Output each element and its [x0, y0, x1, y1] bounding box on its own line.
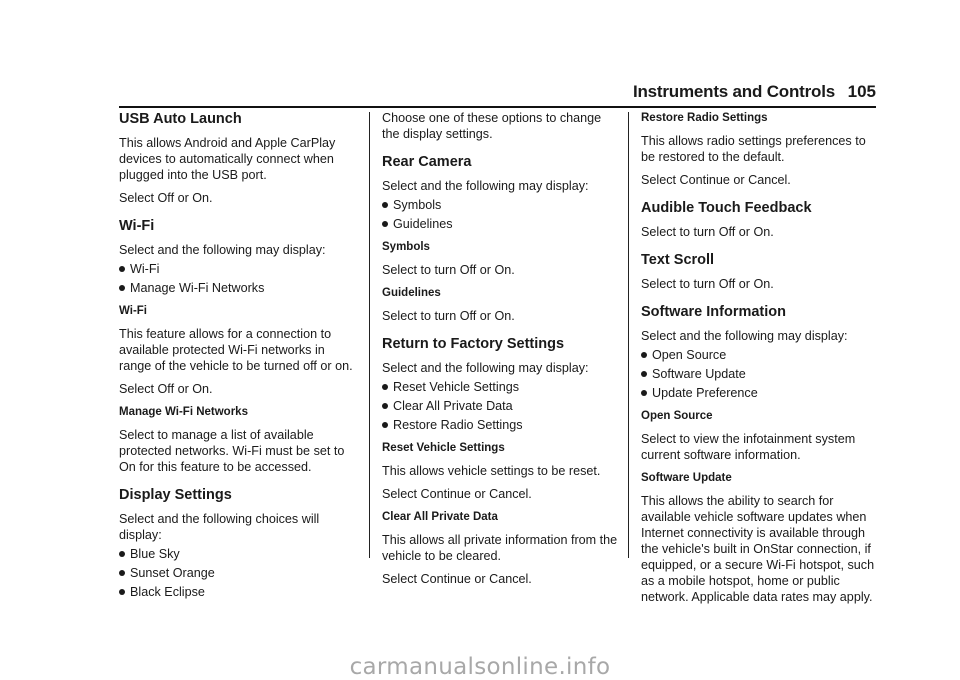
display-options-list	[119, 546, 357, 600]
list-item: Update Preference	[641, 385, 879, 401]
guidelines-select: Select to turn Off or On.	[382, 309, 515, 323]
column-1	[119, 110, 357, 600]
open-source-subheading: Open Source	[641, 410, 713, 422]
wifi-options-list	[119, 261, 357, 296]
column-2	[382, 110, 620, 587]
manage-wifi-description: Select to manage a list of available protected networks. Wi-Fi must be set to On for this feature to be accessed.	[119, 428, 345, 474]
restore-radio-description: This allows radio settings preferences to be restored to the default.	[641, 134, 866, 164]
wifi-description: This feature allows for a connection to available protected Wi-Fi networks in range of the vehicle to be turned off or on.	[119, 327, 353, 373]
open-source-description: Select to view the infotainment system current software information.	[641, 432, 856, 462]
list-item: Sunset Orange	[119, 565, 357, 581]
wifi-subheading: Wi-Fi	[119, 305, 147, 317]
list-item: Restore Radio Settings	[382, 417, 620, 433]
display-intro: Select and the following choices will display:	[119, 512, 320, 542]
watermark: carmanualsonline.info	[349, 654, 611, 680]
wifi-select: Select Off or On.	[119, 382, 213, 396]
audible-touch-heading: Audible Touch Feedback	[641, 200, 812, 216]
column-divider-2	[628, 112, 629, 558]
usb-select: Select Off or On.	[119, 191, 213, 205]
list-item: Wi-Fi	[119, 261, 357, 277]
software-options-list	[641, 347, 879, 401]
software-update-description: This allows the ability to search for available vehicle software updates when Internet connectivity is available through the vehicle's built in OnStar connection, if equipped, or a secure Wi-Fi hotspot, such as a mobile hotspot, home or public network. Applicable data rates may apply.	[641, 494, 875, 604]
symbols-subheading: Symbols	[382, 241, 430, 253]
restore-radio-select: Select Continue or Cancel.	[641, 173, 791, 187]
factory-options-list	[382, 379, 620, 433]
text-scroll-select: Select to turn Off or On.	[641, 277, 774, 291]
usb-auto-launch-heading: USB Auto Launch	[119, 111, 242, 127]
column-divider-1	[369, 112, 370, 558]
column-3	[641, 110, 879, 605]
reset-vehicle-description: This allows vehicle settings to be reset.	[382, 464, 601, 478]
clear-data-select: Select Continue or Cancel.	[382, 572, 532, 586]
page-header	[0, 82, 960, 106]
software-info-heading: Software Information	[641, 304, 787, 320]
list-item: Black Eclipse	[119, 584, 357, 600]
list-item: Software Update	[641, 366, 879, 382]
audible-touch-select: Select to turn Off or On.	[641, 225, 774, 239]
text-scroll-heading: Text Scroll	[641, 252, 715, 268]
wifi-intro: Select and the following may display:	[119, 243, 326, 257]
wifi-heading: Wi-Fi	[119, 218, 155, 234]
rear-camera-intro: Select and the following may display:	[382, 179, 589, 193]
section-title: Instruments and Controls	[632, 82, 835, 101]
factory-settings-heading: Return to Factory Settings	[382, 336, 565, 352]
restore-radio-subheading: Restore Radio Settings	[641, 112, 768, 124]
software-intro: Select and the following may display:	[641, 329, 848, 343]
guidelines-subheading: Guidelines	[382, 287, 441, 299]
rear-camera-heading: Rear Camera	[382, 154, 472, 170]
list-item: Manage Wi-Fi Networks	[119, 280, 357, 296]
list-item: Symbols	[382, 197, 620, 213]
factory-intro: Select and the following may display:	[382, 361, 589, 375]
rear-camera-options-list	[382, 197, 620, 232]
reset-vehicle-subheading: Reset Vehicle Settings	[382, 442, 505, 454]
usb-description: This allows Android and Apple CarPlay devices to automatically connect when plugged into the USB port.	[119, 136, 336, 182]
list-item: Clear All Private Data	[382, 398, 620, 414]
display-settings-heading: Display Settings	[119, 487, 232, 503]
symbols-select: Select to turn Off or On.	[382, 263, 515, 277]
clear-data-subheading: Clear All Private Data	[382, 511, 498, 523]
software-update-subheading: Software Update	[641, 472, 732, 484]
manage-wifi-subheading: Manage Wi-Fi Networks	[119, 406, 248, 418]
display-options-description: Choose one of these options to change the display settings.	[382, 111, 602, 141]
page-number: 105	[847, 82, 876, 101]
list-item: Guidelines	[382, 216, 620, 232]
list-item: Open Source	[641, 347, 879, 363]
list-item: Blue Sky	[119, 546, 357, 562]
list-item: Reset Vehicle Settings	[382, 379, 620, 395]
header-rule	[119, 106, 876, 108]
clear-data-description: This allows all private information from the vehicle to be cleared.	[382, 533, 618, 563]
reset-vehicle-select: Select Continue or Cancel.	[382, 487, 532, 501]
